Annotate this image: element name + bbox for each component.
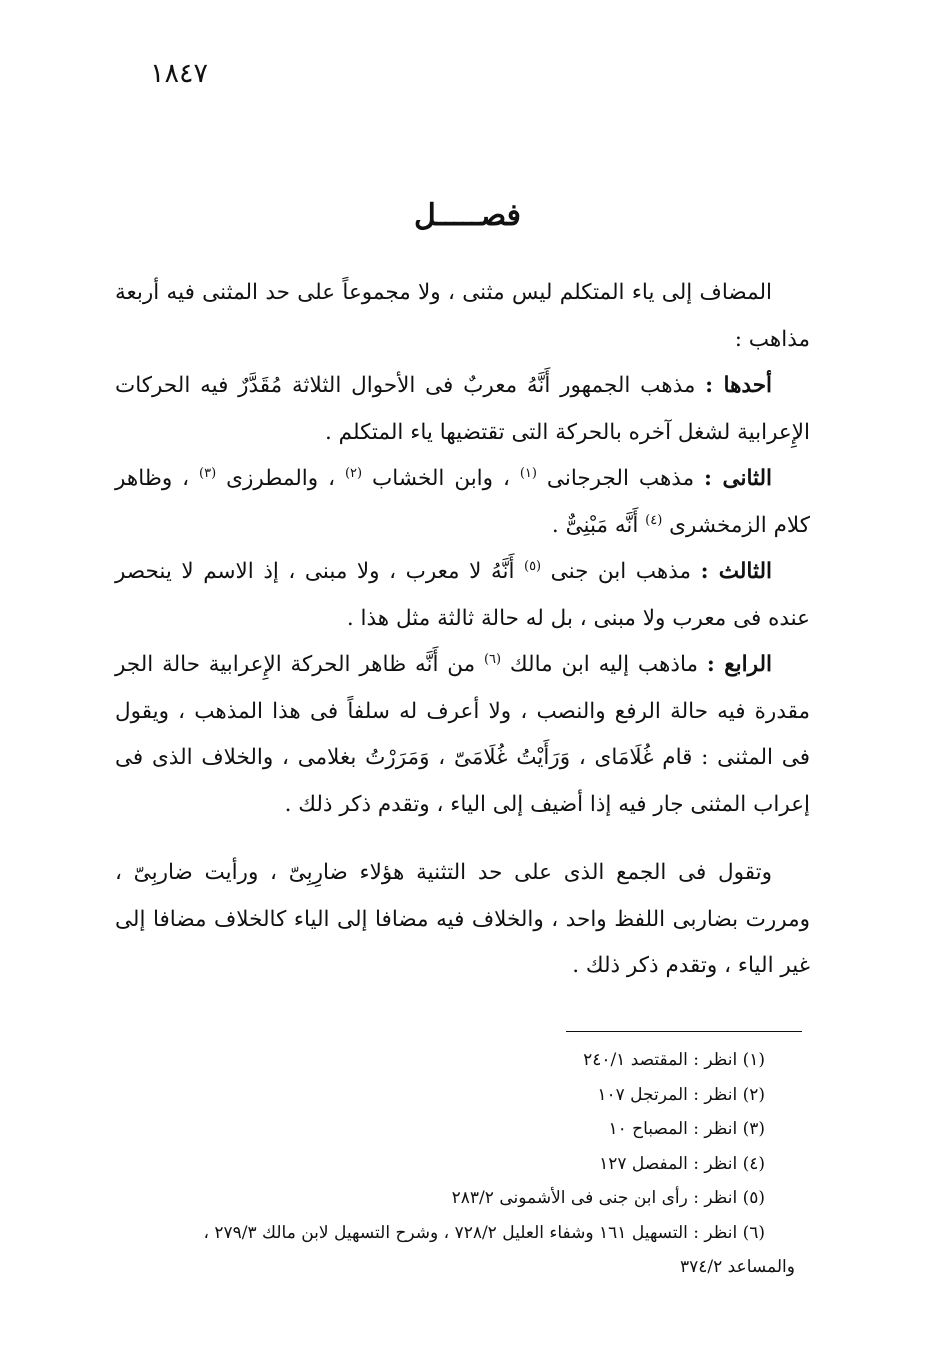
- footnote-3: (٣) انظر : المصباح ١٠: [608, 1119, 765, 1139]
- section-title-text: فصـــــل: [413, 198, 522, 233]
- opinion-3: [115, 549, 810, 642]
- footnote-1: (١) انظر : المقتصد ٢٤٠/١: [583, 1050, 765, 1070]
- intro-paragraph: [115, 270, 810, 363]
- opinion-1: [115, 363, 810, 456]
- footnote-ref-6: (٦): [483, 651, 502, 667]
- footnote-5: (٥) انظر : رأى ابن جنى فى الأشمونى ٢٨٣/٢: [451, 1188, 765, 1208]
- footnote-divider: [566, 1031, 802, 1032]
- footnote-6: (٦) انظر : التسهيل ١٦١ وشفاء العليل ٧٢٨/٢ ، وشرح التسهيل لابن مالك ٢٧٩/٣ ،: [203, 1222, 765, 1243]
- opinion-2-text-d: ، وظاهر كلام الزمخشرى: [115, 466, 810, 538]
- footnote-6-continuation: والمساعد ٣٧٤/٢: [679, 1257, 795, 1277]
- section-title: [0, 198, 935, 233]
- footnote-4: (٤) انظر : المفصل ١٢٧: [599, 1153, 765, 1174]
- opinion-4: [115, 642, 810, 828]
- footnote-2: (٢) انظر : المرتجل ١٠٧: [597, 1084, 765, 1105]
- opinion-2-text-a: مذهب الجرجانى: [536, 466, 705, 491]
- opinion-2-lead: الثانى :: [704, 466, 773, 491]
- footnotes: [105, 1043, 795, 1285]
- footnote-ref-5: (٥): [523, 558, 542, 574]
- opinion-1-lead: أحدها :: [705, 373, 772, 398]
- page-number: ١٨٤٧: [150, 58, 209, 89]
- closing-paragraph: وتقول فى الجمع الذى على حد التثنية هؤلاء ضارِبِىّ ، ورأيت ضاربِىّ ، ومررت بضاربى اللفظ واحد ، والخلاف فيه مضافا إلى الياء كالخلاف مضافا إلى غير الياء ، وتقدم ذكر ذلك .: [115, 860, 810, 978]
- footnote-ref-2: (٢): [344, 465, 363, 481]
- main-text: [115, 270, 810, 990]
- footnote-ref-4: (٤): [645, 512, 663, 528]
- opinion-2: [115, 456, 810, 549]
- intro-line-2: مذاهب :: [734, 326, 810, 352]
- opinion-4-text-a: ماذهب إليه ابن مالك: [501, 652, 707, 677]
- opinion-3-text-a: مذهب ابن جنى: [541, 559, 701, 584]
- footnote-ref-3: (٣): [199, 465, 217, 481]
- opinion-1-text: مذهب الجمهور أَنَّهُ معربٌ فى الأحوال الثلاثة مُقَدَّرٌ فيه الحركات الإِعرابية لشغل آخره بالحركة التى تقتضيها ياء المتكلم .: [115, 373, 810, 445]
- opinion-4-text-b: من أَنَّه ظاهر الحركة الإِعرابية حالة الجر مقدرة فيه حالة الرفع والنصب ، ولا أعرف له سلفاً فى هذا المذهب ، ويقول فى المثنى : قام غُلَامَاى ، وَرَأَيْتُ غُلَامَىّ ، وَمَرَرْتُ بغلامى ، والخلاف الذى فى إعراب المثنى جار فيه إذا أضيف إلى الياء ، وتقدم ذكر ذلك .: [115, 652, 810, 817]
- intro-line-1: المضاف إلى ياء المتكلم ليس مثنى ، ولا مجموعاً على حد المثنى فيه أربعة: [115, 280, 772, 305]
- opinion-2-text-b: ، وابن الخشاب: [362, 466, 520, 491]
- opinion-3-text-b: أَنَّهُ لا معرب ، ولا مبنى ، إذ الاسم لا ينحصر عنده فى معرب ولا مبنى ، بل له حالة ثالثة مثل هذا .: [115, 559, 810, 631]
- opinion-3-lead: الثالث :: [700, 559, 772, 584]
- opinion-2-text-c: ، والمطرزى: [216, 466, 345, 491]
- opinion-4-lead: الرابع :: [706, 652, 772, 677]
- opinion-2-text-e: أَنَّه مَبْنِىٌّ .: [551, 512, 646, 538]
- footnote-ref-1: (١): [519, 465, 537, 481]
